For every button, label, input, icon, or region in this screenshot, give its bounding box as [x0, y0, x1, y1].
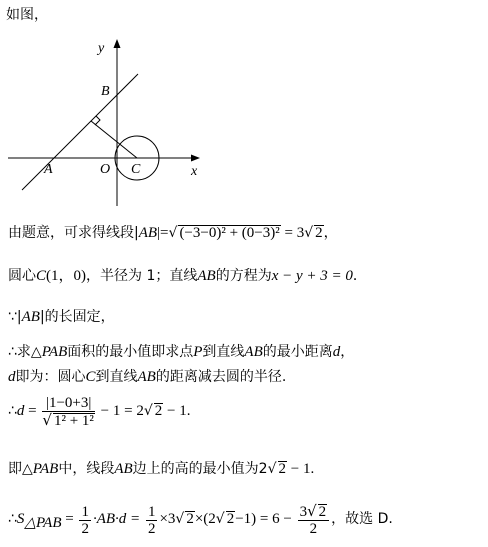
label-c: C [131, 162, 141, 177]
label-a: A [44, 162, 53, 177]
label-x: x [191, 164, 198, 179]
right-angle-mark [95, 116, 100, 125]
solution-line-7: 即△PAB中，线段AB边上的高的最小值为2√ 2 − 1. [8, 461, 315, 477]
result-fraction: $\frac{3√ 2}{2}$ [298, 503, 330, 537]
half-fraction-1: $\frac{1}{2}$ [81, 503, 89, 537]
solution-line-8: $\therefore S_{\triangle PAB}$ = $\frac{1}{2}$ ·AB·d = $\frac{1}{2}$ ×3√ 2×(2√ 2−1) = 6 − $\frac{3√ 2}{2}$ ，故选 D. [8, 502, 393, 537]
solution-line-4: ∴求△PAB面积的最小值即求点P到直线AB的最小距离d， [8, 344, 355, 360]
y-axis-arrow [114, 39, 121, 48]
solution-line-2: 圆心C(1，0)，半径为 1；直线AB的方程为x − y + 3 = 0． [8, 268, 367, 284]
radical-sign: √ [168, 225, 178, 241]
solution-line-3: ∵|AB|的长固定， [8, 309, 115, 325]
solution-line-6: ∴d = $\frac{|1-0+3|}{\text{√ 1² + 1²}}$ − 1 = 2√ 2 − 1. [8, 395, 191, 429]
half-fraction-2: $\frac{1}{2}$ [147, 503, 156, 537]
distance-fraction: $\frac{|1-0+3|}{\text{√ 1² + 1²}}$ [42, 395, 94, 429]
label-o: O [100, 162, 111, 177]
coordinate-figure [0, 28, 220, 213]
perpendicular-segment [91, 121, 137, 158]
label-y: y [98, 41, 105, 56]
solution-line-1: 由题意，可求得线段|AB|=√ (−3−0)² + (0−3)² = 3√ 2， [8, 225, 338, 241]
solution-line-5: d即为：圆心C到直线AB的距离减去圆的半径. [8, 369, 287, 385]
x-axis-arrow [191, 155, 200, 162]
intro-text: 如图， [6, 7, 48, 23]
label-b: B [101, 84, 110, 99]
